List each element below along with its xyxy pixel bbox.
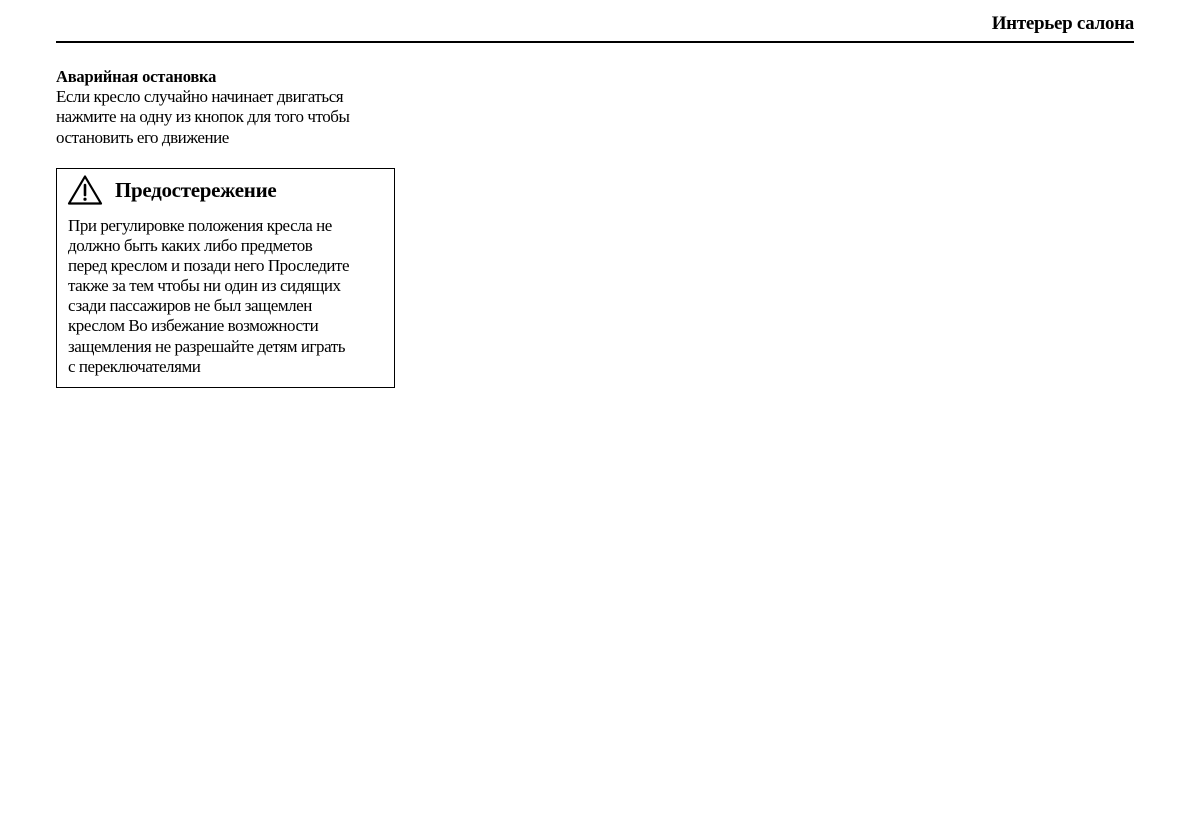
page-header — [56, 12, 1134, 43]
text-line: При регулировке положения кресла не — [68, 216, 332, 235]
text-line: нажмите на одну из кнопок для того чтобы — [56, 107, 350, 127]
section-title: Интерьер салона — [991, 13, 1134, 34]
text-line: защемления не разрешайте детям играть — [68, 336, 346, 356]
text-line: остановить его движение — [56, 127, 229, 147]
text-line: сзади пассажиров не был защемлен — [68, 296, 312, 316]
warning-title: Предостережение — [115, 178, 277, 202]
text-line: также за тем чтобы ни один из сидящих — [68, 276, 341, 296]
warning-text — [68, 216, 390, 377]
warning-header — [67, 174, 276, 206]
emergency-stop-section — [56, 67, 401, 148]
text-line: креслом Во избежание возможности — [68, 316, 319, 336]
text-line: перед креслом и позади него Проследите — [68, 256, 350, 276]
text-line: Если кресло случайно начинает двигаться — [56, 87, 344, 106]
warning-box — [56, 168, 395, 388]
warning-triangle-icon — [67, 174, 103, 206]
emergency-stop-text — [56, 87, 401, 148]
text-line: с переключателями — [68, 356, 201, 376]
text-line: должно быть каких либо предметов — [68, 236, 313, 256]
emergency-stop-heading: Аварийная остановка — [56, 67, 217, 86]
